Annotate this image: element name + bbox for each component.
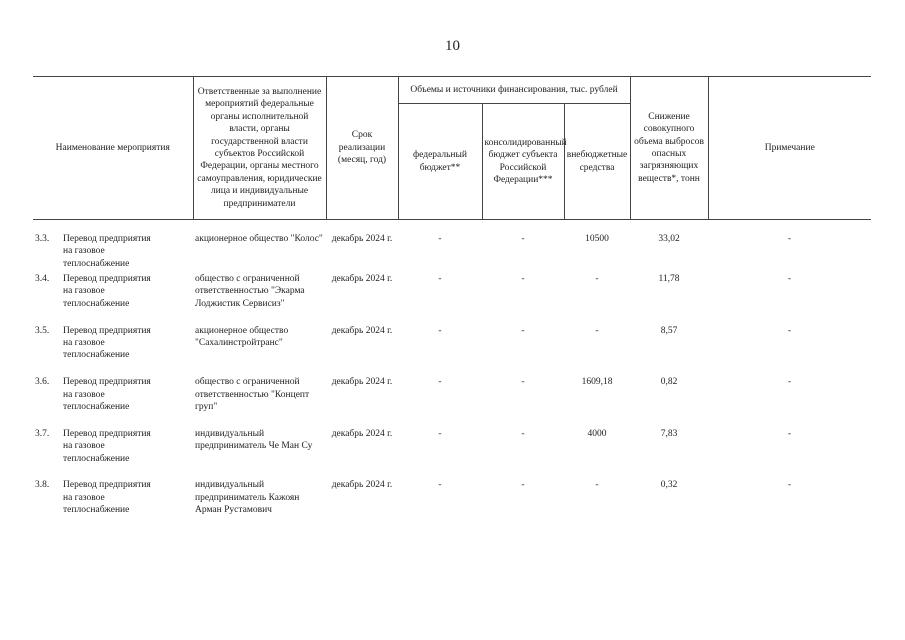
row-name: Перевод предприятия на газовое теплоснабжение — [63, 325, 151, 361]
row-number: 3.7. — [35, 428, 50, 439]
row-federal: - — [438, 325, 442, 336]
row-federal: - — [438, 274, 442, 284]
table-header — [33, 77, 871, 220]
row-number: 3.4. — [35, 274, 50, 284]
header-note: Примечание — [708, 77, 871, 220]
row-name-cell — [33, 428, 193, 480]
row-extrabudget: - — [595, 325, 599, 336]
header-responsible: Ответственные за выполнение мероприятий федеральные органы исполнительной власти, органы государственной власти субъектов Российской Федерации, органы местного самоуправления, юридические лица и индивидуальные предприниматели — [193, 77, 326, 220]
row-responsible: индивидуальный предприниматель Че Ман Су — [195, 428, 313, 452]
row-reduction: 11,78 — [658, 274, 680, 284]
row-consolidated: - — [521, 377, 525, 388]
page-number: 10 — [445, 38, 460, 54]
header-deadline: Срок реализации (месяц, год) — [326, 77, 398, 220]
row-extrabudget: 4000 — [587, 428, 607, 439]
row-note: - — [787, 234, 792, 244]
row-consolidated: - — [521, 428, 525, 439]
row-consolidated: - — [521, 234, 525, 244]
row-reduction: 0,82 — [660, 377, 678, 388]
row-deadline: декабрь 2024 г. — [331, 274, 393, 284]
row-responsible: общество с ограниченной ответственностью "Концепт груп" — [195, 377, 310, 412]
row-name-cell — [33, 325, 193, 377]
header-consolidated: консолидированный бюджет субъекта Российской Федерации*** — [482, 104, 564, 220]
row-reduction: 0,32 — [660, 480, 678, 491]
row-note: - — [787, 480, 792, 491]
measures-table — [33, 76, 871, 531]
row-federal: - — [438, 428, 442, 439]
row-name-cell — [33, 273, 193, 325]
row-responsible: общество с ограниченной ответственностью "Экарма Лоджистик Сервисиз" — [195, 274, 305, 309]
table-row — [33, 325, 871, 377]
header-reduction: Снижение совокупного объема выбросов опасных загрязняющих веществ*, тонн — [630, 77, 708, 220]
row-deadline: декабрь 2024 г. — [331, 428, 393, 439]
row-responsible: акционерное общество "Сахалинстройтранс" — [195, 325, 289, 348]
table-row — [33, 428, 871, 480]
row-consolidated: - — [521, 325, 525, 336]
row-name: Перевод предприятия на газовое теплоснабжение — [63, 234, 151, 269]
table-row — [33, 376, 871, 428]
row-federal: - — [438, 480, 442, 491]
header-name: Наименование мероприятия — [33, 77, 193, 220]
row-deadline: декабрь 2024 г. — [331, 234, 393, 244]
row-note: - — [787, 274, 792, 284]
row-name: Перевод предприятия на газовое теплоснабжение — [63, 428, 151, 464]
row-consolidated: - — [521, 274, 525, 284]
row-extrabudget: 1609,18 — [581, 377, 613, 388]
row-deadline: декабрь 2024 г. — [331, 377, 393, 388]
row-extrabudget: - — [595, 274, 599, 284]
row-note: - — [787, 377, 792, 388]
row-federal: - — [438, 377, 442, 388]
row-consolidated: - — [521, 480, 525, 491]
row-name-cell — [33, 376, 193, 428]
table-row — [33, 220, 871, 274]
row-number: 3.3. — [35, 234, 50, 244]
row-deadline: декабрь 2024 г. — [331, 480, 393, 491]
row-number: 3.5. — [35, 325, 50, 336]
row-responsible: индивидуальный предприниматель Кажоян Арман Рустамович — [195, 480, 300, 516]
header-financing: Объемы и источники финансирования, тыс. рублей — [398, 77, 630, 104]
row-responsible: акционерное общество "Колос" — [195, 234, 323, 244]
row-reduction: 7,83 — [660, 428, 678, 439]
header-federal: федеральный бюджет** — [398, 104, 482, 220]
row-note: - — [787, 428, 792, 439]
table-row — [33, 479, 871, 531]
row-federal: - — [438, 234, 442, 244]
row-number: 3.8. — [35, 480, 50, 491]
row-name-cell — [33, 479, 193, 531]
row-reduction: 8,57 — [660, 325, 678, 336]
row-reduction: 33,02 — [658, 234, 680, 244]
row-number: 3.6. — [35, 377, 50, 388]
row-extrabudget: - — [595, 480, 599, 491]
row-name: Перевод предприятия на газовое теплоснабжение — [63, 377, 151, 412]
row-extrabudget: 10500 — [585, 234, 609, 244]
row-name: Перевод предприятия на газовое теплоснабжение — [63, 480, 151, 516]
row-note: - — [787, 325, 792, 336]
table-row — [33, 273, 871, 325]
row-name-cell — [33, 220, 193, 274]
header-extrabudget: внебюджетные средства — [564, 104, 630, 220]
row-deadline: декабрь 2024 г. — [331, 325, 393, 336]
row-name: Перевод предприятия на газовое теплоснабжение — [63, 274, 151, 309]
